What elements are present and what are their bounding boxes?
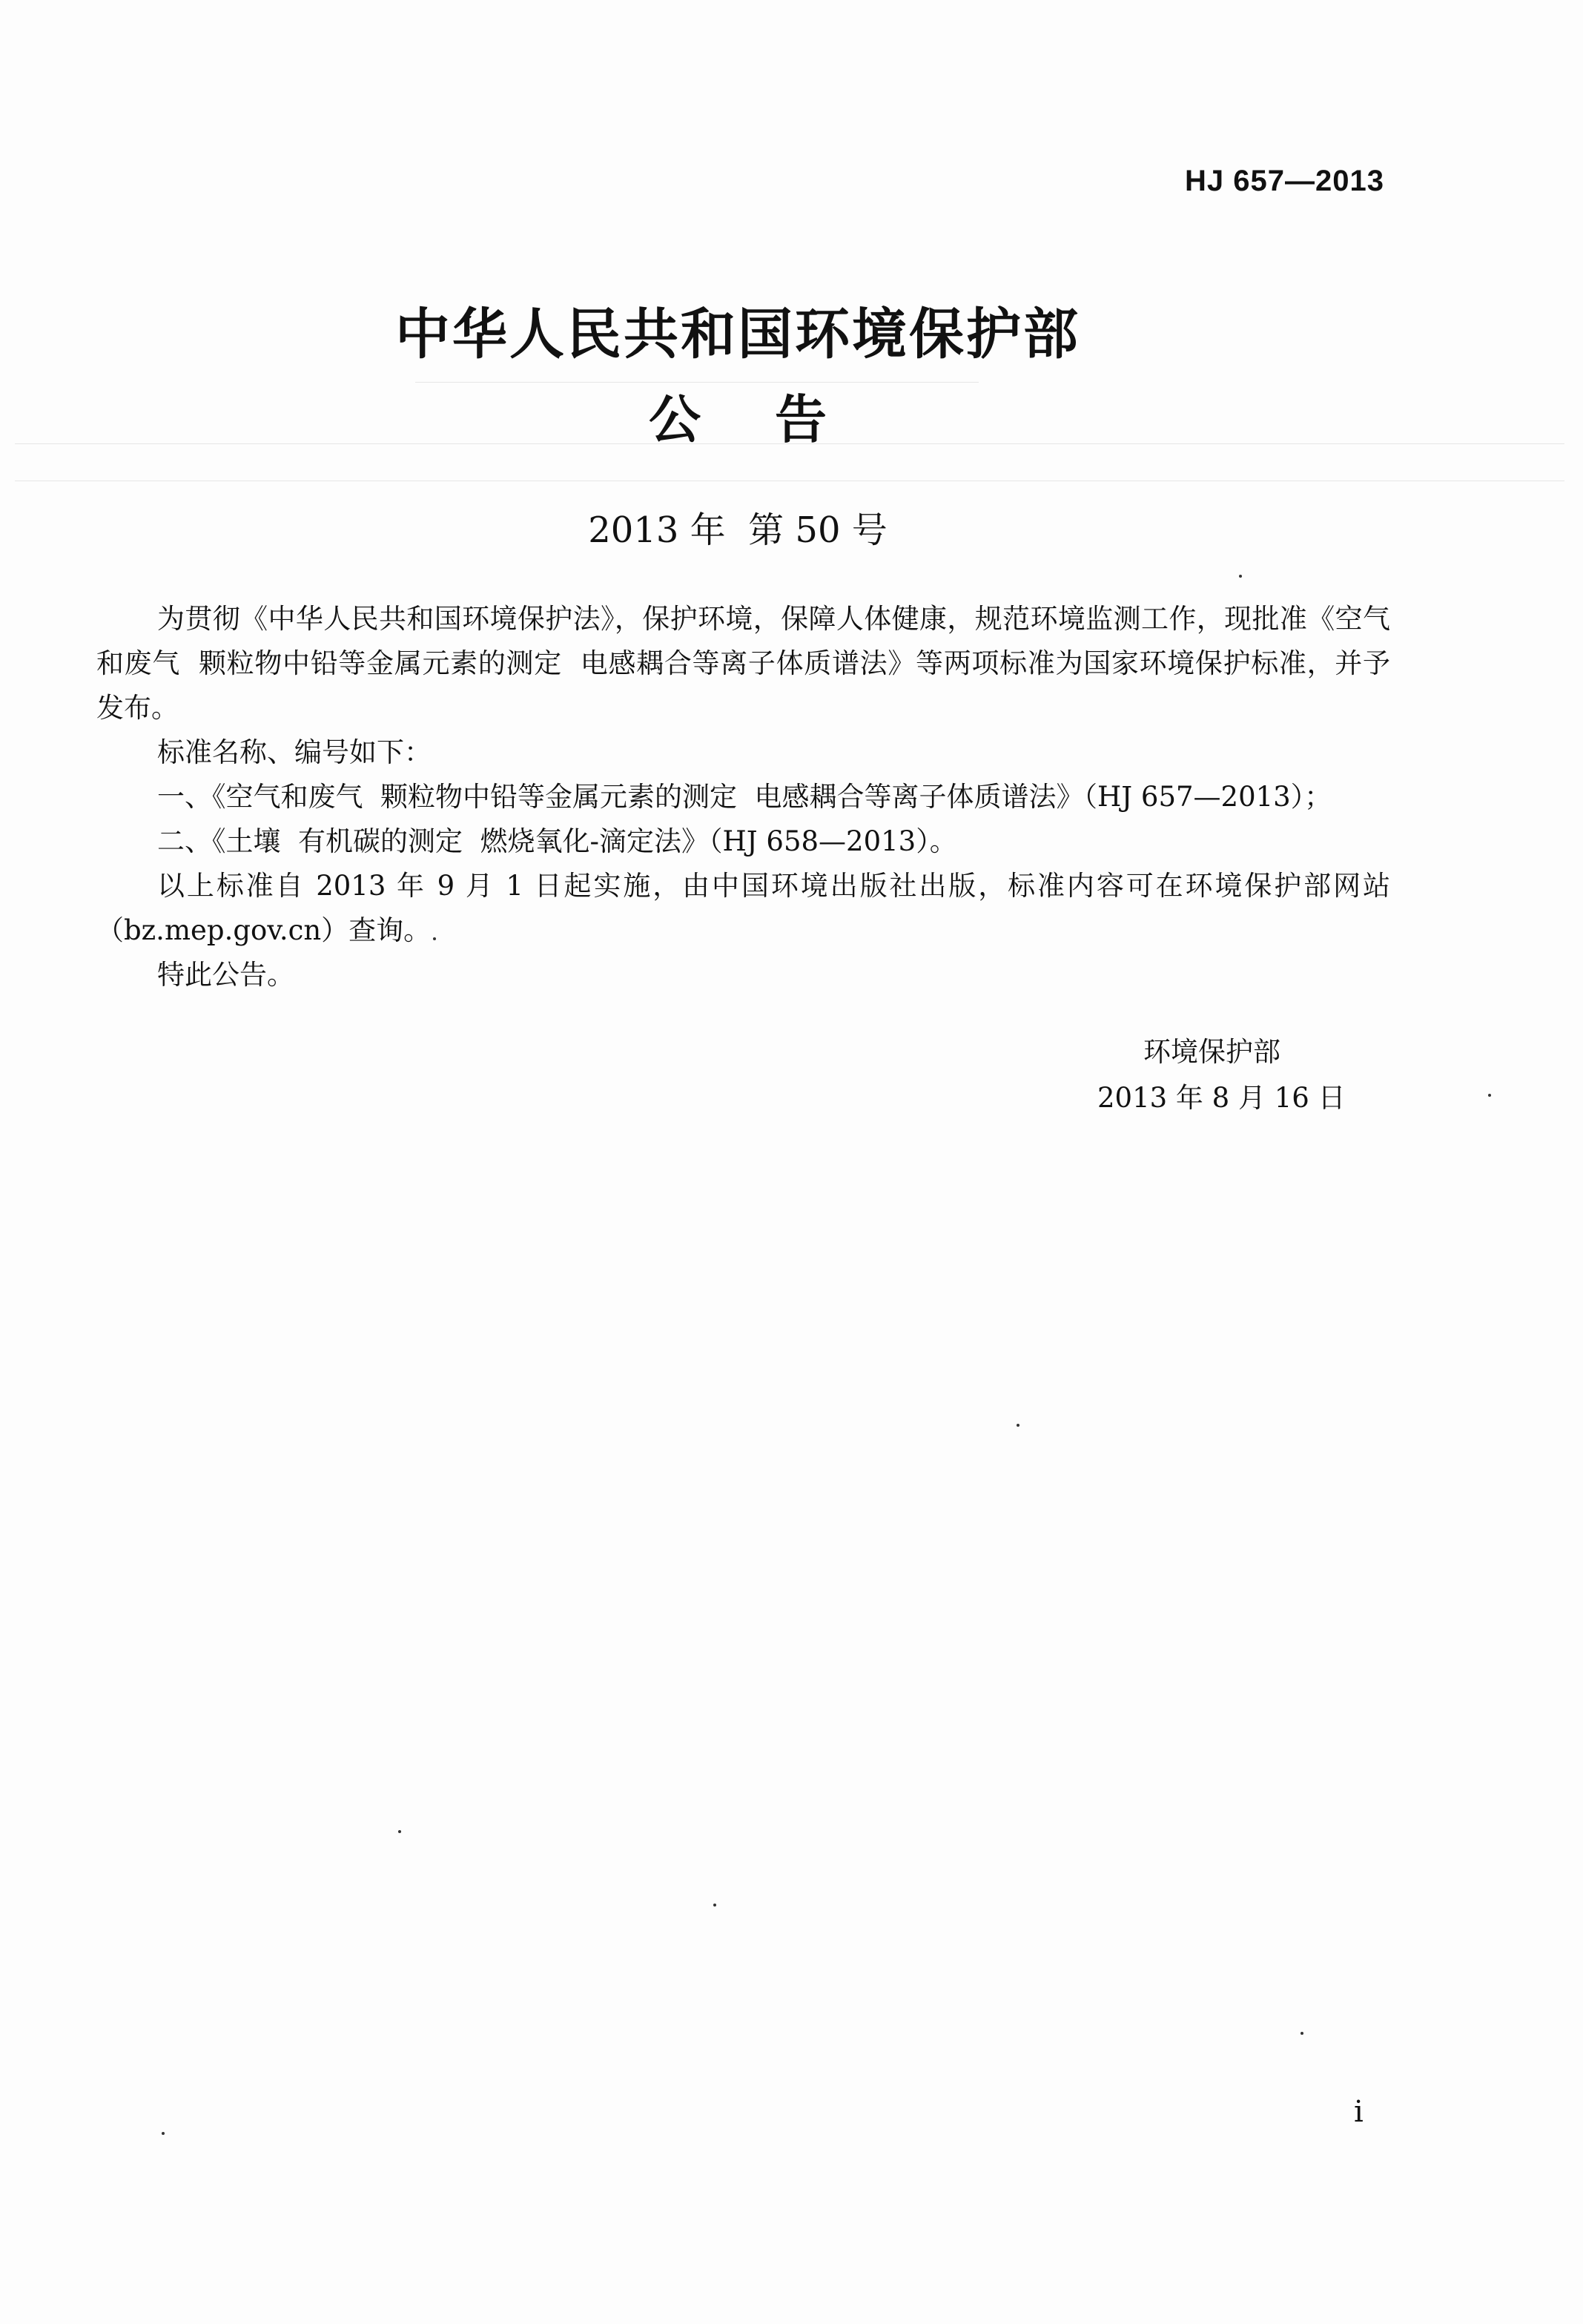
signature-block (1097, 1029, 1346, 1121)
paragraph-approval: 为贯彻《中华人民共和国环境保护法》，保护环境，保障人体健康，规范环境监测工作，现批准《空气和废气 颗粒物中铅等金属元素的测定 电感耦合等离子体质谱法》等两项标准为国家环境保护标准，并予发布。 (96, 603, 1390, 724)
scan-speck (398, 1830, 401, 1833)
scan-speck (1239, 575, 1242, 578)
scan-speck (713, 1904, 716, 1907)
standard-code: HJ 657—2013 (1185, 165, 1384, 197)
issue-number: 2013 年 第 50 号 (588, 509, 888, 551)
notice-title: 中华人民共和国环境保护部 (395, 303, 1080, 366)
page-number: i (1354, 2095, 1364, 2129)
paragraph-standards-intro: 标准名称、编号如下： (157, 736, 432, 768)
notice-subtitle: 公告 (649, 389, 901, 450)
issuing-organization: 环境保护部 (1143, 1036, 1280, 1068)
notice-body (96, 597, 1390, 997)
scan-speck (1301, 2032, 1303, 2035)
paragraph-effective-date: 以上标准自 2013 年 9 月 1 日起实施，由中国环境出版社出版，标准内容可在环境保护部网站（bz.mep.gov.cn）查询。 (96, 870, 1390, 946)
issue-date: 2013 年 8 月 16 日 (1097, 1082, 1346, 1114)
scan-speck (1017, 1424, 1019, 1427)
paragraph-standard-2: 二、《土壤 有机碳的测定 燃烧氧化-滴定法》（HJ 658—2013）。 (157, 825, 957, 857)
paragraph-standard-1: 一、《空气和废气 颗粒物中铅等金属元素的测定 电感耦合等离子体质谱法》（HJ 657—2013）； (157, 781, 1332, 813)
scan-speck (433, 937, 436, 940)
scan-speck (1488, 1094, 1491, 1097)
paragraph-closing: 特此公告。 (157, 959, 294, 991)
scan-speck (162, 2132, 165, 2135)
